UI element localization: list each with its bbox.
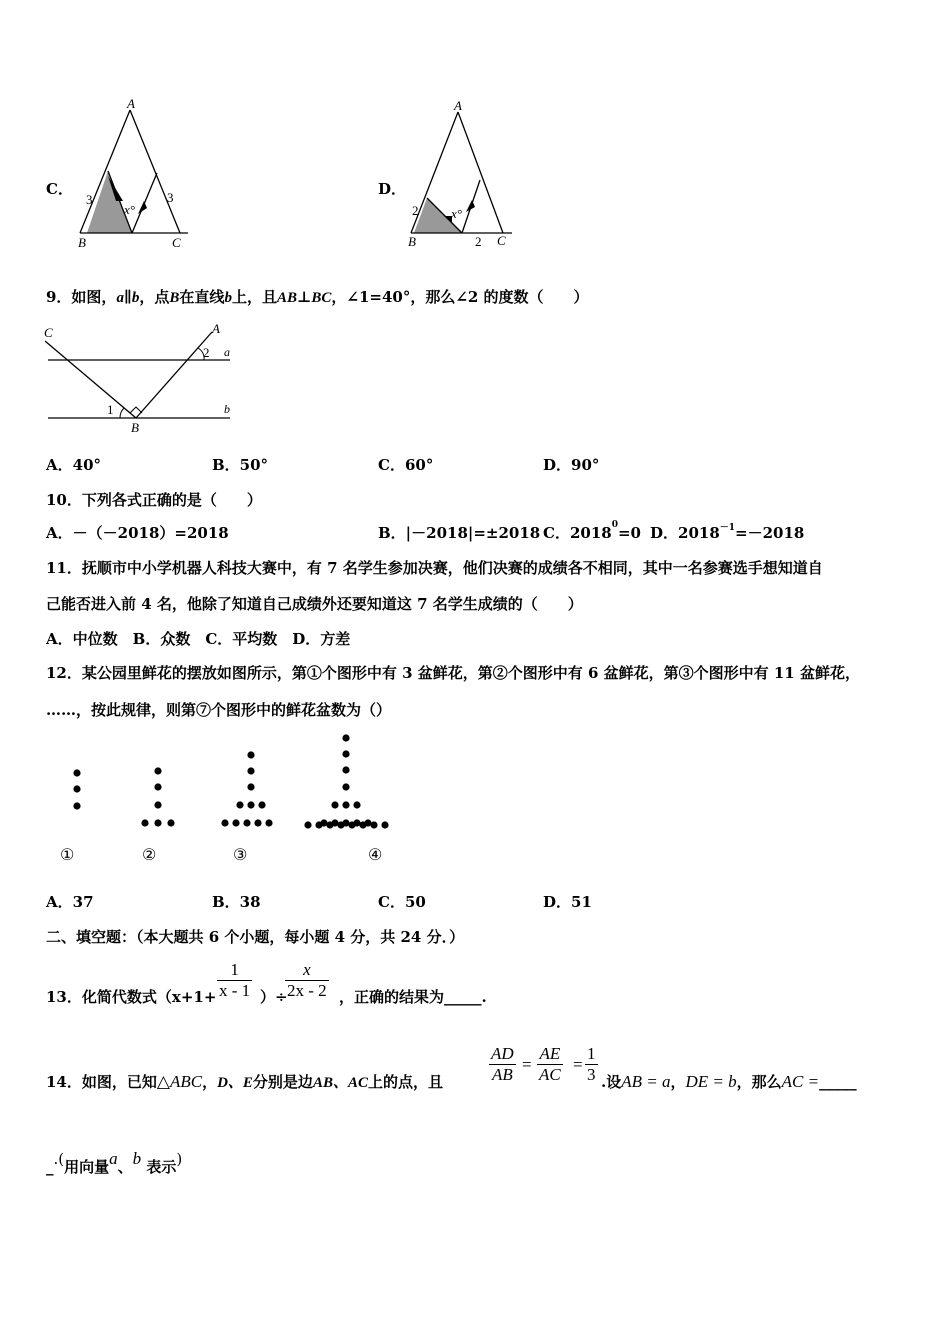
q9-figure: [40, 320, 245, 438]
q9-option-d: D．90°: [543, 456, 600, 474]
q14-eq-2: =: [573, 1055, 583, 1074]
q12-label-1: ①: [60, 847, 75, 864]
q8-c-vertex-c: C: [172, 235, 181, 250]
q9-option-b: B．50°: [212, 456, 269, 474]
q8-d-side2: 2: [475, 234, 482, 249]
section-2-heading: 二、填空题：（本大题共 6 个小题，每小题 4 分，共 24 分．）: [46, 928, 465, 946]
q9-option-a: A．40°: [46, 456, 102, 474]
q14-eq-1: =: [522, 1055, 532, 1074]
q10-option-a: A．－（－2018）=2018: [46, 524, 229, 542]
q12-label-4: ④: [368, 847, 383, 864]
q14-line-1: 14．如图，已知△ABC，D、E分别是边AB、AC上的点，且: [46, 1072, 443, 1091]
q8-d-side1: 2: [412, 203, 419, 218]
q9-line-b: b: [224, 402, 230, 416]
q9-point-b: B: [131, 420, 139, 435]
q11-line-1: 11．抚顺市中小学机器人科技大赛中，有 7 名学生参加决赛，他们决赛的成绩各不相同，其中一名参赛选手想知道自: [46, 559, 823, 577]
q12-line-2: ……，按此规律，则第⑦个图形中的鲜花盆数为（）: [46, 701, 392, 719]
q9-point-c: C: [44, 325, 53, 340]
q10-stem: 10．下列各式正确的是（ ）: [46, 491, 262, 509]
q8-option-c-label: C．: [46, 180, 73, 198]
q9-point-a: A: [212, 321, 220, 336]
q12-option-b: B．38: [212, 893, 261, 911]
q9-option-c: C．60°: [378, 456, 434, 474]
q12-option-a: A．37: [46, 893, 94, 911]
q13-fraction-2: $\frac{x}{2x - 2}$: [287, 960, 327, 1000]
q9-line-a: a: [224, 345, 230, 359]
q12-option-d: D．51: [543, 893, 592, 911]
q8-c-vertex-b: B: [78, 235, 86, 250]
q8-c-side1: 3: [86, 192, 93, 207]
q12-pattern-4: [320, 734, 371, 826]
q8-c-side2: 3: [167, 190, 174, 205]
q14-fraction-ae-ac: $\frac{AE}{AC}$: [539, 1044, 561, 1084]
q12-pattern-1: [73, 769, 80, 809]
q10-option-b: B．|－2018|=±2018: [378, 524, 541, 542]
q12-pattern-3: [221, 751, 272, 826]
q10-option-d: D．$2018^{-1}=-2018$: [650, 523, 805, 542]
q8-figure-c: [70, 96, 200, 251]
q9-angle-2: 2: [203, 345, 210, 360]
q8-d-vertex-c: C: [497, 233, 506, 248]
q12-pattern-2: [141, 767, 174, 826]
q14-line-2: _.(用向量a、b 表示): [46, 1149, 183, 1176]
q8-option-d-label: D．: [378, 180, 407, 198]
q14-fraction-1-3: $\frac{1}{3}$: [587, 1044, 596, 1084]
q11-line-2: 己能否进入前 4 名，他除了知道自己成绩外还要知道这 7 名学生成绩的（ ）: [46, 595, 583, 613]
q8-figure-d: [400, 100, 530, 250]
q9-stem: 9．如图，a∥b，点B在直线b上，且AB⊥BC，∠1=40°，那么∠2 的度数（ ）: [46, 288, 589, 306]
q12-line-1: 12．某公园里鲜花的摆放如图所示，第①个图形中有 3 盆鲜花，第②个图形中有 6 盆鲜花，第③个图形中有 11 盆鲜花，: [46, 664, 860, 682]
q8-c-angle: x°: [124, 202, 135, 217]
q11-options: A．中位数 B．众数 C．平均数 D．方差: [46, 630, 351, 648]
q10-option-c: C．$2018^0=0$: [543, 520, 641, 542]
q13-post: ，正确的结果为_____.: [339, 988, 487, 1006]
q12-option-c: C．50: [378, 893, 426, 911]
q12-label-2: ②: [142, 847, 157, 864]
q8-d-vertex-a: A: [454, 100, 462, 113]
q8-d-angle: x°: [451, 206, 462, 221]
q13-mid: ）÷: [260, 988, 288, 1006]
q14-fraction-ad-ab: $\frac{AD}{AB}$: [491, 1044, 514, 1084]
q8-d-vertex-b: B: [408, 234, 416, 249]
q14-line-1-tail: .设AB = a，DE = b，那么AC =_____: [601, 1072, 857, 1091]
q12-label-3: ③: [233, 847, 248, 864]
q12-figure: [40, 728, 420, 873]
q9-angle-1: 1: [107, 402, 114, 417]
q13-pre: 13．化简代数式（x+1+: [46, 988, 217, 1006]
q13-fraction-1: $\frac{1}{x - 1}$: [219, 960, 251, 1000]
q8-c-vertex-a: A: [127, 96, 135, 111]
